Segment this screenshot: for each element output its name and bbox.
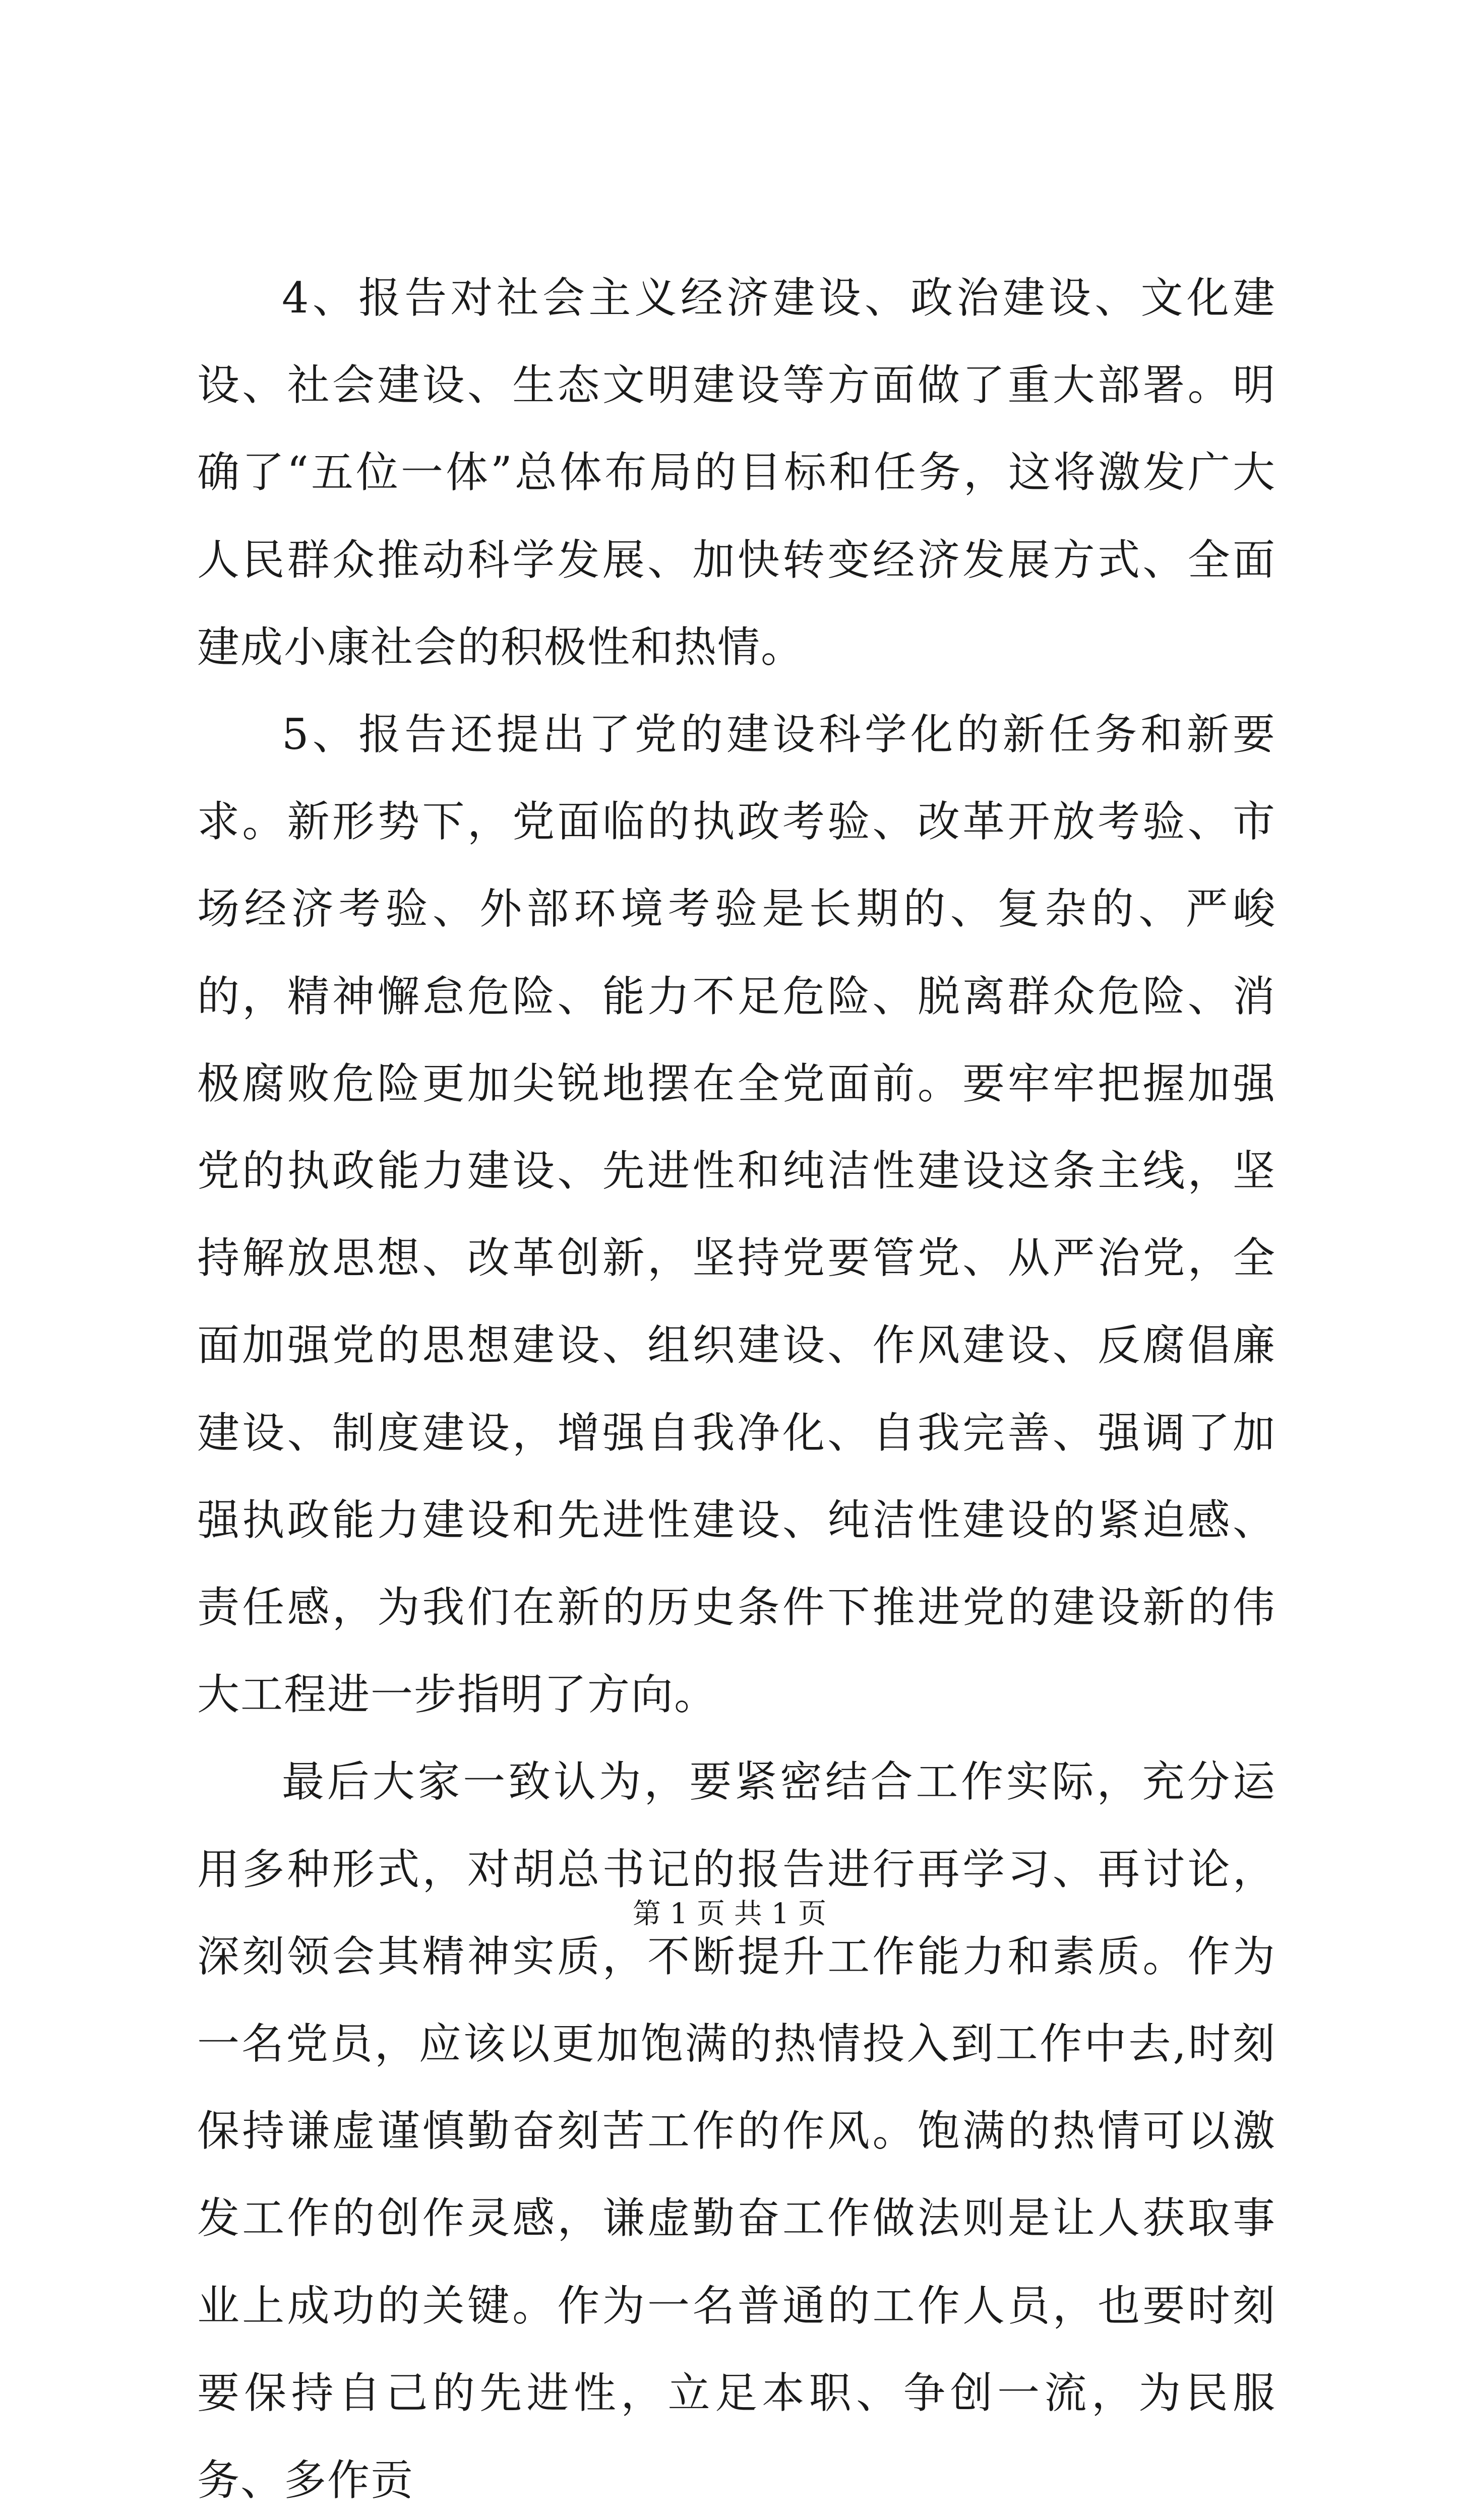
page-footer — [0, 1897, 1459, 1932]
document-body — [197, 255, 1276, 2520]
paragraph-item-5: 5、报告还提出了党的建设科学化的新任务和新要求。新形势下，党面临的执政考验、改革开放考验、市场经济考验、外部环境考验是长期的、复杂的、严峻的，精神懈怠危险、能力不足危险、脱离群众危险、消极腐败危险更加尖锐地摆在全党面前。要牢牢把握加强党的执政能力建设、先进性和纯洁性建设这条主线，坚持解放思想、改革创新，坚持党要管党、从严治党，全面加强党的思想建设、组织建设、作风建设、反腐倡廉建设、制度建设，增强自我净化、自我完善、强调了加强执政能力建设和先进性建设、纯洁性建设的紧迫感、责任感，为我们在新的历史条件下推进党的建设新的伟大工程进一步指明了方向。 — [197, 710, 1276, 1720]
page-number-label: 第 1 页 共 1 页 — [632, 1898, 827, 1930]
paragraph-item-4: 4、报告对社会主义经济建设、政治建设、文化建设、社会建设、生态文明建设等方面做了重大部署。明确了“五位一体”总体布局的目标和任务，这将激发广大人民群众推动科学发展、加快转变经济发展方式、全面建成小康社会的积极性和热情。 — [197, 273, 1276, 672]
paragraph-conclusion: 最后大家一致认为，要紧密结合工作实际，充分运用多种形式，对胡总书记的报告进行再学习、再讨论，深刻领会其精神实质，不断提升工作能力和素质。作为一名党员，应该以更加饱满的热情投入到工作中去,时刻保持谦虚谨慎勤奋刻苦工作的作风。饱满的热情可以激发工作的创作灵感，谦虚勤奋工作做法则是让人获取事业上成功的关键。作为一名普通的工作人员，也要时刻要保持自己的先进性，立足本职、争创一流，为民服务、多作贡 — [197, 1757, 1276, 2505]
